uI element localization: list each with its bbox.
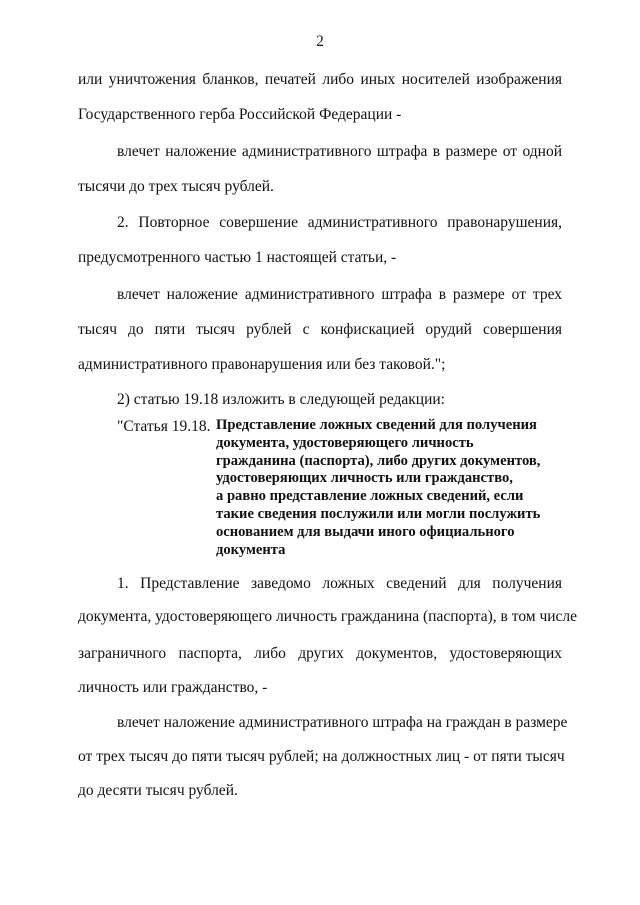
text-line: влечет наложение административного штрафа в размере от трех — [117, 286, 562, 303]
text-line: или уничтожения бланков, печатей либо иных носителей изображения — [78, 71, 562, 88]
article-title-line: а равно представление ложных сведений, если — [216, 488, 524, 505]
text-line: заграничного паспорта, либо других документов, удостоверяющих — [78, 645, 562, 662]
text-line: до десяти тысяч рублей. — [78, 782, 238, 799]
text-line: 2) статью 19.18 изложить в следующей редакции: — [117, 391, 445, 408]
article-label: "Статья 19.18. — [117, 418, 211, 435]
article-title-line: документа — [216, 541, 286, 558]
article-title-line: удостоверяющих личность или гражданство, — [216, 470, 513, 487]
text-line: личность или гражданство, - — [78, 679, 268, 696]
text-line: от трех тысяч до пяти тысяч рублей; на должностных лиц - от пяти тысяч — [78, 748, 565, 765]
article-title-line: гражданина (паспорта), либо других документов, — [216, 452, 541, 469]
text-line: документа, удостоверяющего личность гражданина (паспорта), в том числе — [78, 608, 578, 625]
article-title-line: документа, удостоверяющего личность — [216, 434, 474, 451]
text-line: тысяч до пяти тысяч рублей с конфискацией орудий совершения — [78, 321, 562, 338]
page-number: 2 — [316, 33, 324, 50]
text-line: административного правонарушения или без таковой."; — [78, 356, 446, 373]
text-line: тысячи до трех тысяч рублей. — [78, 178, 274, 195]
article-title-line: основанием для выдачи иного официального — [216, 523, 515, 540]
text-line: предусмотренного частью 1 настоящей статьи, - — [78, 249, 397, 266]
article-title-line: Представление ложных сведений для получения — [216, 417, 537, 433]
text-line: Государственного герба Российской Федерации - — [78, 106, 402, 123]
article-title-line: такие сведения послужили или могли послужить — [216, 505, 541, 522]
text-line: 1. Представление заведомо ложных сведений для получения — [117, 575, 562, 592]
article-title — [216, 417, 562, 559]
text-line: влечет наложение административного штрафа на граждан в размере — [117, 714, 568, 731]
text-line: 2. Повторное совершение административного правонарушения, — [117, 214, 562, 231]
text-line: влечет наложение административного штрафа в размере от одной — [117, 143, 562, 160]
